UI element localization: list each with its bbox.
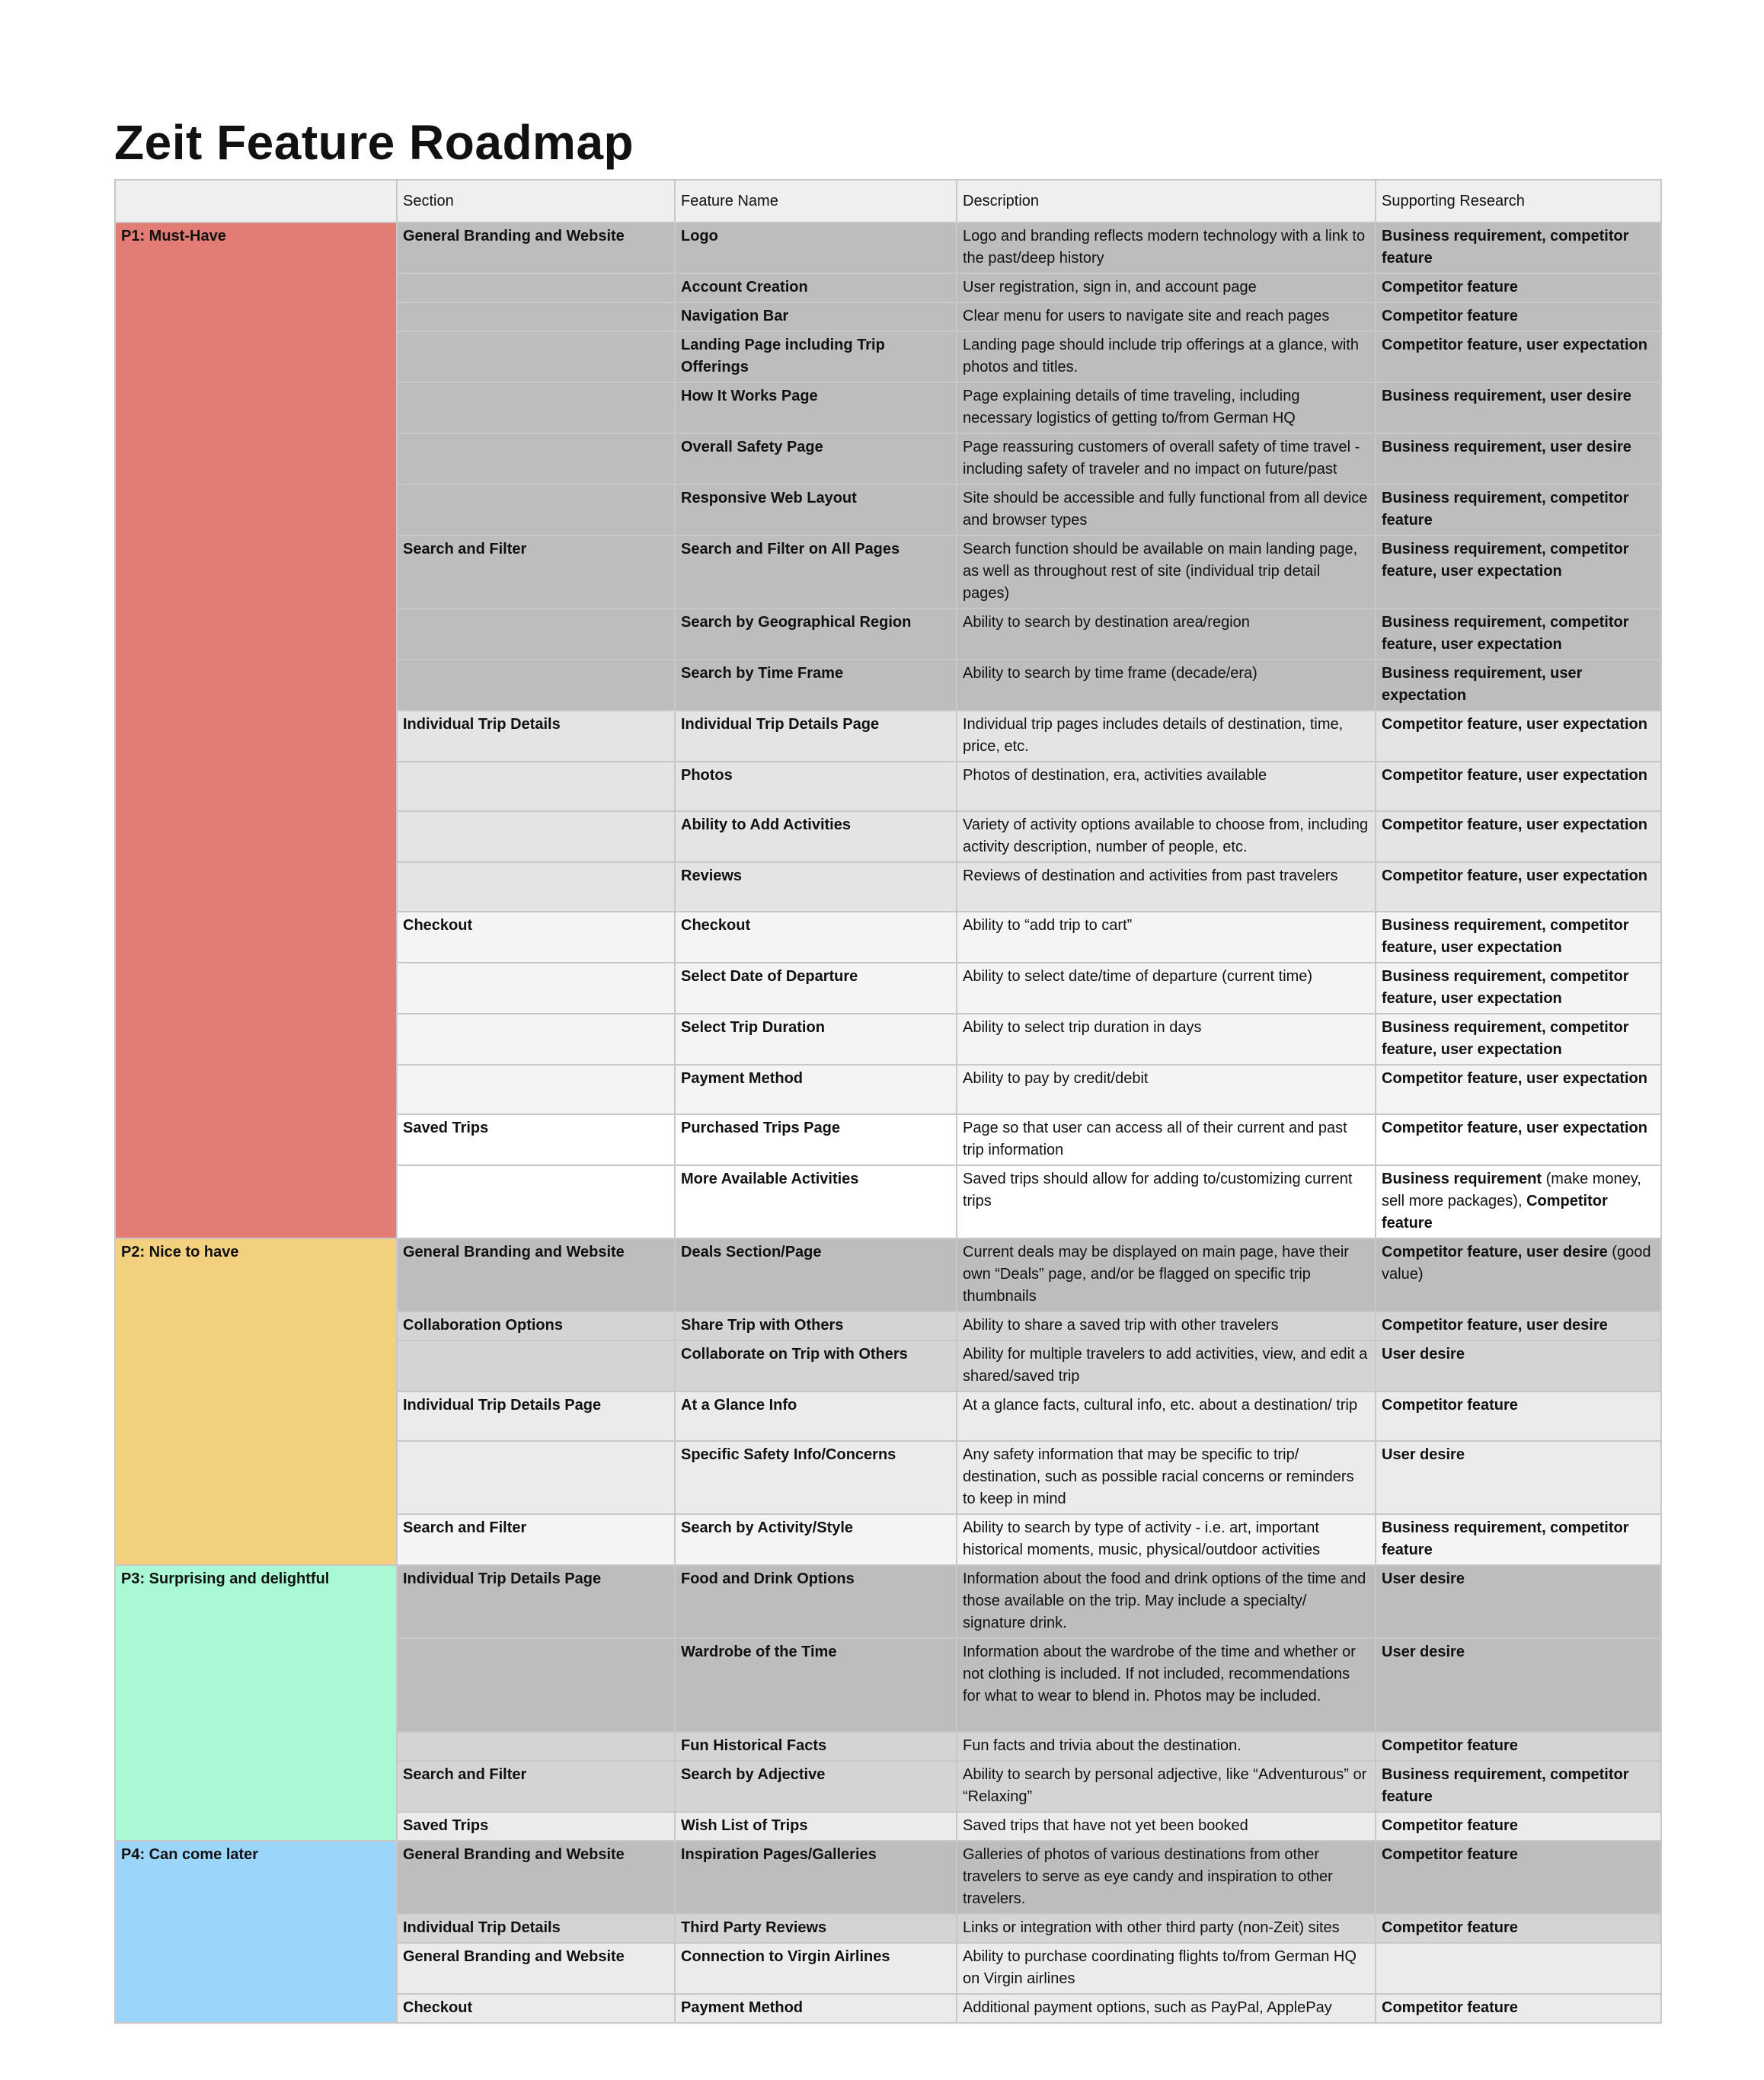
description-cell: Individual trip pages includes details of destination, time, price, etc. — [957, 711, 1376, 762]
feature-name-cell: At a Glance Info — [675, 1391, 957, 1441]
priority-label: P1: Must-Have — [115, 222, 397, 1238]
section-cell — [397, 273, 675, 302]
section-cell — [397, 811, 675, 862]
supporting-research-cell — [1376, 273, 1661, 302]
feature-name-cell: Search by Time Frame — [675, 660, 957, 711]
table-row — [115, 1565, 1661, 1638]
feature-name-cell: Payment Method — [675, 1065, 957, 1114]
research-text: Business requirement, competitor feature — [1382, 490, 1629, 529]
description-cell: Ability to search by type of activity - i.e. art, important historical moments, music, physical/outdoor activities — [957, 1514, 1376, 1565]
table-row — [115, 1841, 1661, 1914]
feature-name-cell: Wardrobe of the Time — [675, 1638, 957, 1732]
section-cell — [397, 433, 675, 484]
supporting-research-cell — [1376, 1065, 1661, 1114]
supporting-research-cell — [1376, 484, 1661, 535]
section-cell — [397, 609, 675, 660]
section-cell — [397, 1165, 675, 1238]
supporting-research-cell — [1376, 1761, 1661, 1812]
research-text: Business requirement, competitor feature — [1382, 1766, 1629, 1805]
research-text: Business requirement, competitor feature, user expectation — [1382, 614, 1629, 653]
research-text: Business requirement, competitor feature, user expectation — [1382, 968, 1629, 1007]
feature-name-cell: Navigation Bar — [675, 302, 957, 331]
description-cell: Ability to search by destination area/region — [957, 609, 1376, 660]
research-text: Competitor feature — [1382, 1737, 1518, 1754]
research-text: Competitor feature — [1382, 1817, 1518, 1834]
header-feature: Feature Name — [675, 180, 957, 222]
supporting-research-cell — [1376, 382, 1661, 433]
research-text: Competitor feature, user expectation — [1382, 1120, 1647, 1136]
section-cell — [397, 331, 675, 382]
description-cell: Ability to search by time frame (decade/era) — [957, 660, 1376, 711]
supporting-research-cell — [1376, 660, 1661, 711]
supporting-research-cell — [1376, 912, 1661, 963]
feature-name-cell: Select Date of Departure — [675, 963, 957, 1014]
page-title: Zeit Feature Roadmap — [114, 115, 634, 170]
research-text: Competitor feature, user expectation — [1382, 716, 1647, 733]
header-description: Description — [957, 180, 1376, 222]
research-text: Business requirement, user desire — [1382, 388, 1631, 404]
section-cell — [397, 963, 675, 1014]
research-text: Business requirement — [1382, 1171, 1542, 1187]
supporting-research-cell — [1376, 762, 1661, 811]
feature-name-cell: Search by Activity/Style — [675, 1514, 957, 1565]
feature-name-cell: Account Creation — [675, 273, 957, 302]
section-cell: Checkout — [397, 912, 675, 963]
feature-name-cell: Landing Page including Trip Offerings — [675, 331, 957, 382]
description-cell: Galleries of photos of various destinations from other travelers to serve as eye candy and inspiration to other travelers. — [957, 1841, 1376, 1914]
research-text: Business requirement, competitor feature — [1382, 1519, 1629, 1558]
description-cell: Ability for multiple travelers to add activities, view, and edit a shared/saved trip — [957, 1340, 1376, 1391]
section-cell: General Branding and Website — [397, 222, 675, 273]
feature-name-cell: Share Trip with Others — [675, 1312, 957, 1340]
supporting-research-cell — [1376, 711, 1661, 762]
feature-name-cell: Photos — [675, 762, 957, 811]
feature-name-cell: Search by Adjective — [675, 1761, 957, 1812]
supporting-research-cell — [1376, 222, 1661, 273]
research-text: Competitor feature, user desire — [1382, 1244, 1608, 1260]
section-cell: Search and Filter — [397, 1761, 675, 1812]
description-cell: Reviews of destination and activities from past travelers — [957, 862, 1376, 912]
supporting-research-cell — [1376, 1165, 1661, 1238]
feature-name-cell: Fun Historical Facts — [675, 1732, 957, 1761]
supporting-research-cell — [1376, 963, 1661, 1014]
section-cell — [397, 1732, 675, 1761]
section-cell — [397, 1065, 675, 1114]
description-cell: Saved trips that have not yet been booked — [957, 1812, 1376, 1841]
feature-name-cell: Overall Safety Page — [675, 433, 957, 484]
description-cell: Current deals may be displayed on main page, have their own “Deals” page, and/or be flagged on specific trip thumbnails — [957, 1238, 1376, 1312]
header-priority — [115, 180, 397, 222]
section-cell — [397, 1340, 675, 1391]
description-cell: Ability to select trip duration in days — [957, 1014, 1376, 1065]
section-cell — [397, 660, 675, 711]
feature-name-cell: Payment Method — [675, 1994, 957, 2023]
supporting-research-cell — [1376, 1014, 1661, 1065]
research-text: Business requirement, user desire — [1382, 439, 1631, 455]
supporting-research-cell — [1376, 1638, 1661, 1732]
research-text: Competitor feature, user expectation — [1382, 1070, 1647, 1087]
feature-name-cell: Purchased Trips Page — [675, 1114, 957, 1165]
supporting-research-cell — [1376, 1514, 1661, 1565]
section-cell — [397, 302, 675, 331]
section-cell — [397, 484, 675, 535]
section-cell: General Branding and Website — [397, 1943, 675, 1994]
research-text: Business requirement, user expectation — [1382, 665, 1583, 704]
description-cell: Logo and branding reflects modern technology with a link to the past/deep history — [957, 222, 1376, 273]
research-text: Competitor feature — [1382, 1999, 1518, 2016]
research-text: Business requirement, competitor feature, user expectation — [1382, 541, 1629, 580]
section-cell: General Branding and Website — [397, 1238, 675, 1312]
priority-label: P3: Surprising and delightful — [115, 1565, 397, 1841]
supporting-research-cell — [1376, 1441, 1661, 1514]
feature-name-cell: Wish List of Trips — [675, 1812, 957, 1841]
supporting-research-cell — [1376, 609, 1661, 660]
research-text: (good value) — [1382, 1244, 1651, 1283]
description-cell: Fun facts and trivia about the destination. — [957, 1732, 1376, 1761]
feature-name-cell: Inspiration Pages/Galleries — [675, 1841, 957, 1914]
supporting-research-cell — [1376, 1812, 1661, 1841]
description-cell: Site should be accessible and fully functional from all device and browser types — [957, 484, 1376, 535]
research-text: User desire — [1382, 1346, 1465, 1363]
header-row — [115, 180, 1661, 222]
feature-name-cell: Food and Drink Options — [675, 1565, 957, 1638]
supporting-research-cell — [1376, 1114, 1661, 1165]
section-cell — [397, 1441, 675, 1514]
description-cell: Page reassuring customers of overall safety of time travel - including safety of traveler and no impact on future/past — [957, 433, 1376, 484]
priority-label: P4: Can come later — [115, 1841, 397, 2023]
section-cell — [397, 862, 675, 912]
feature-name-cell: Specific Safety Info/Concerns — [675, 1441, 957, 1514]
research-text: Competitor feature, user expectation — [1382, 337, 1647, 353]
section-cell: Individual Trip Details Page — [397, 1565, 675, 1638]
supporting-research-cell — [1376, 1994, 1661, 2023]
research-text: User desire — [1382, 1446, 1465, 1463]
supporting-research-cell — [1376, 1238, 1661, 1312]
feature-name-cell: Connection to Virgin Airlines — [675, 1943, 957, 1994]
description-cell: Information about the wardrobe of the time and whether or not clothing is included. If not included, recommendations for what to wear to blend in. Photos may be included. — [957, 1638, 1376, 1732]
research-text: Business requirement, competitor feature, user expectation — [1382, 917, 1629, 956]
supporting-research-cell — [1376, 1943, 1661, 1994]
section-cell — [397, 382, 675, 433]
research-text: Competitor feature, user expectation — [1382, 767, 1647, 784]
research-text: Competitor feature — [1382, 308, 1518, 324]
feature-name-cell: Third Party Reviews — [675, 1914, 957, 1943]
description-cell: User registration, sign in, and account page — [957, 273, 1376, 302]
table-row — [115, 222, 1661, 273]
feature-name-cell: Deals Section/Page — [675, 1238, 957, 1312]
supporting-research-cell — [1376, 1565, 1661, 1638]
feature-name-cell: Logo — [675, 222, 957, 273]
description-cell: Any safety information that may be specific to trip/ destination, such as possible racial concerns or reminders to keep in mind — [957, 1441, 1376, 1514]
description-cell: Ability to select date/time of departure (current time) — [957, 963, 1376, 1014]
supporting-research-cell — [1376, 302, 1661, 331]
priority-label: P2: Nice to have — [115, 1238, 397, 1565]
supporting-research-cell — [1376, 862, 1661, 912]
section-cell: Individual Trip Details — [397, 711, 675, 762]
research-text: Competitor feature — [1382, 1397, 1518, 1414]
research-text: Business requirement, competitor feature — [1382, 228, 1629, 267]
description-cell: Variety of activity options available to choose from, including activity description, number of people, etc. — [957, 811, 1376, 862]
description-cell: Ability to “add trip to cart” — [957, 912, 1376, 963]
section-cell: Saved Trips — [397, 1812, 675, 1841]
supporting-research-cell — [1376, 1732, 1661, 1761]
description-cell: Ability to pay by credit/debit — [957, 1065, 1376, 1114]
header-section: Section — [397, 180, 675, 222]
section-cell: Search and Filter — [397, 535, 675, 609]
description-cell: Ability to search by personal adjective, like “Adventurous” or “Relaxing” — [957, 1761, 1376, 1812]
supporting-research-cell — [1376, 1914, 1661, 1943]
description-cell: Ability to purchase coordinating flights to/from German HQ on Virgin airlines — [957, 1943, 1376, 1994]
research-text: Competitor feature, user expectation — [1382, 867, 1647, 884]
supporting-research-cell — [1376, 1312, 1661, 1340]
feature-name-cell: Search and Filter on All Pages — [675, 535, 957, 609]
section-cell: Checkout — [397, 1994, 675, 2023]
research-text: Competitor feature — [1382, 1919, 1518, 1936]
section-cell — [397, 762, 675, 811]
supporting-research-cell — [1376, 811, 1661, 862]
feature-name-cell: Individual Trip Details Page — [675, 711, 957, 762]
section-cell — [397, 1638, 675, 1732]
section-cell — [397, 1014, 675, 1065]
supporting-research-cell — [1376, 535, 1661, 609]
section-cell: Search and Filter — [397, 1514, 675, 1565]
supporting-research-cell — [1376, 331, 1661, 382]
supporting-research-cell — [1376, 1841, 1661, 1914]
description-cell: Links or integration with other third party (non-Zeit) sites — [957, 1914, 1376, 1943]
feature-name-cell: Ability to Add Activities — [675, 811, 957, 862]
description-cell: Landing page should include trip offerings at a glance, with photos and titles. — [957, 331, 1376, 382]
description-cell: Ability to share a saved trip with other travelers — [957, 1312, 1376, 1340]
feature-name-cell: Search by Geographical Region — [675, 609, 957, 660]
description-cell: Page so that user can access all of their current and past trip information — [957, 1114, 1376, 1165]
section-cell: Individual Trip Details — [397, 1914, 675, 1943]
research-text: Competitor feature — [1382, 279, 1518, 296]
research-text: (make money, sell more packages), — [1382, 1171, 1641, 1209]
description-cell: At a glance facts, cultural info, etc. about a destination/ trip — [957, 1391, 1376, 1441]
research-text: User desire — [1382, 1644, 1465, 1660]
section-cell: Collaboration Options — [397, 1312, 675, 1340]
header-research: Supporting Research — [1376, 180, 1661, 222]
feature-name-cell: Responsive Web Layout — [675, 484, 957, 535]
research-text: Business requirement, competitor feature, user expectation — [1382, 1019, 1629, 1058]
description-cell: Information about the food and drink options of the time and those available on the trip. May include a specialty/ signature drink. — [957, 1565, 1376, 1638]
description-cell: Photos of destination, era, activities available — [957, 762, 1376, 811]
feature-name-cell: How It Works Page — [675, 382, 957, 433]
table-row — [115, 1238, 1661, 1312]
supporting-research-cell — [1376, 433, 1661, 484]
description-cell: Clear menu for users to navigate site and reach pages — [957, 302, 1376, 331]
feature-name-cell: More Available Activities — [675, 1165, 957, 1238]
section-cell: General Branding and Website — [397, 1841, 675, 1914]
feature-name-cell: Select Trip Duration — [675, 1014, 957, 1065]
research-text: Competitor feature — [1382, 1846, 1518, 1863]
research-text: Competitor feature, user expectation — [1382, 816, 1647, 833]
description-cell: Additional payment options, such as PayPal, ApplePay — [957, 1994, 1376, 2023]
section-cell: Saved Trips — [397, 1114, 675, 1165]
supporting-research-cell — [1376, 1391, 1661, 1441]
feature-name-cell: Reviews — [675, 862, 957, 912]
research-text: Competitor feature — [1382, 1193, 1608, 1232]
research-text: Competitor feature, user desire — [1382, 1317, 1608, 1334]
supporting-research-cell — [1376, 1340, 1661, 1391]
feature-name-cell: Collaborate on Trip with Others — [675, 1340, 957, 1391]
roadmap-table — [114, 179, 1662, 2024]
feature-name-cell: Checkout — [675, 912, 957, 963]
description-cell: Page explaining details of time traveling, including necessary logistics of getting to/from German HQ — [957, 382, 1376, 433]
section-cell: Individual Trip Details Page — [397, 1391, 675, 1441]
description-cell: Search function should be available on main landing page, as well as throughout rest of site (individual trip detail pages) — [957, 535, 1376, 609]
research-text: User desire — [1382, 1570, 1465, 1587]
description-cell: Saved trips should allow for adding to/customizing current trips — [957, 1165, 1376, 1238]
